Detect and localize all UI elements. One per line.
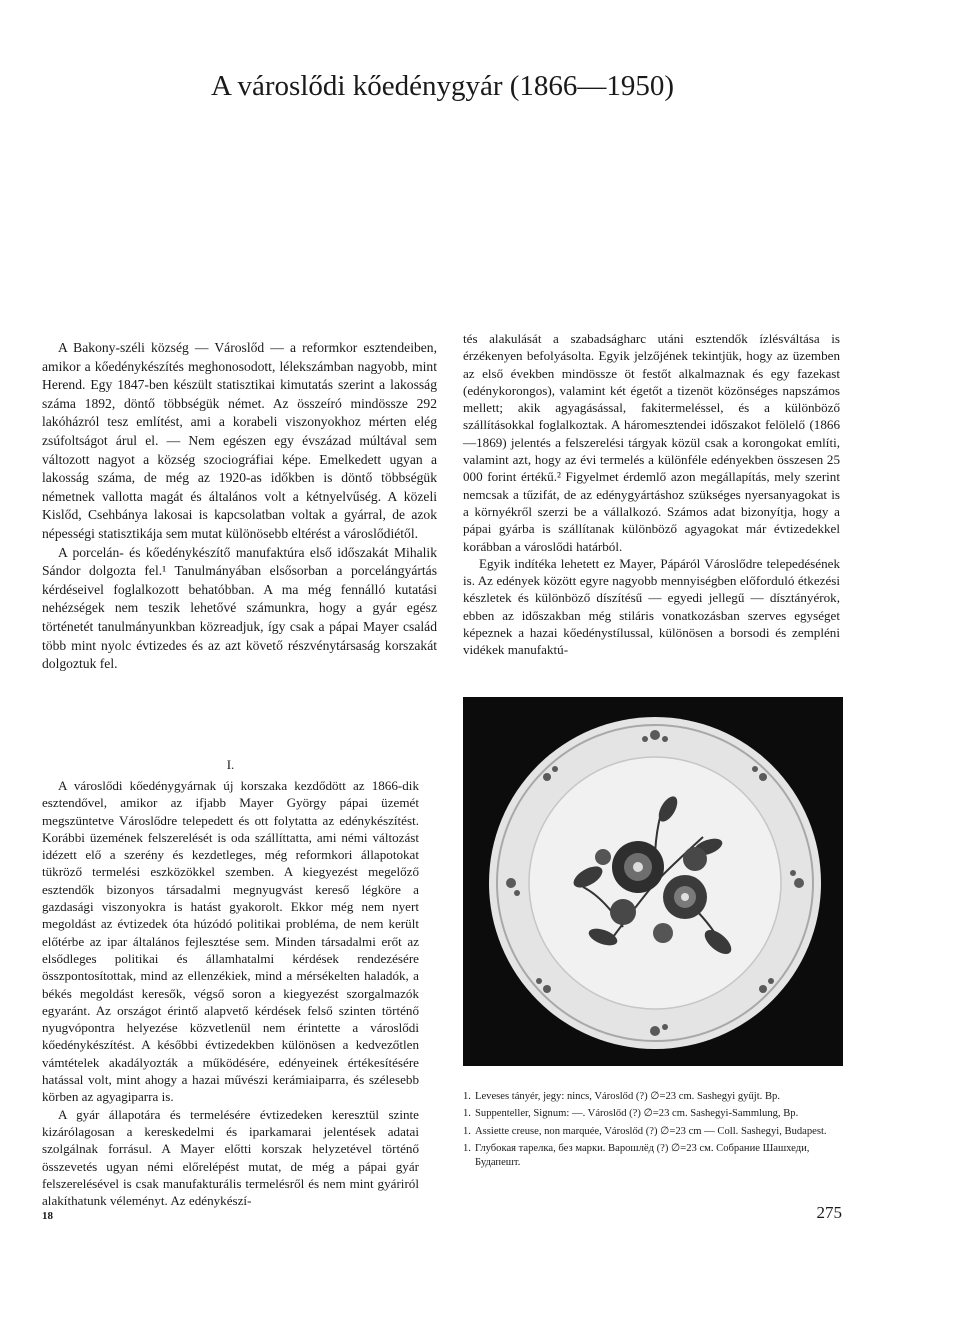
- caption: [463, 1125, 843, 1138]
- right-paragraph: Egyik indítéka lehetett ez Mayer, Pápáról Városlődre telepedésének is. Az edények között egyre nagyobb mennyiségben előforduló étkezési készletek és különböző díszítésű — egyedi jellegű — dísztányérok, ebben az időszakban még stiláris vonatkozásban szerves egységet képeznek a hazai kőedénystílussal, különösen a borsodi és zempléni vidékek manufaktú-: [463, 555, 840, 658]
- caption: [463, 1142, 843, 1169]
- section-paragraph: A gyár állapotára és termelésére évtizedeken keresztül szinte kizárólagosan a kereskedelmi és iparkamarai jelentések adatai szolgálnak forrásul. A Mayer előtti korszak helyzetével történő összevetés ugyan némi előrelépést mutat, de még a pápai gyár felszerelésével is csak manufakturális termelésről és nem mint gyáriról alakíthatunk véleményt. Az edénykészí-: [42, 1106, 419, 1209]
- section-column: [42, 777, 419, 1209]
- intro-paragraph: A Bakony-széli község — Városlőd — a reformkor esztendeiben, amikor a kőedénykészítés meghonosodott, lélekszámban nagyobb, mint Herend. Egy 1847-ben készült statisztikai kimutatás szerint a lakosság száma 1892, döntő többségük német. Az összeíró mindössze 292 lakóházról tesz említést, ami a korabeli viszonyokhoz mérten elég zsúfoltságot árul el. — Nem egészen egy évszázad múltával sem változott nagyot a község szociográfiai képe. Emelkedett ugyan a lakosság száma, de még az 1920-as időkben is döntő többségük németnek vallotta magát és általános volt a kétnyelvűség. A közeli Kislőd, Csehbánya lakosai is kapcsolatban voltak a gyárral, de azok népességi statisztikája sem mutat különösebb eltérést a városlődiétől.: [42, 340, 437, 541]
- caption-text: Leveses tányér, jegy: nincs, Városlőd (?) ∅=23 cm. Sashegyi gyűjt. Bp.: [475, 1091, 780, 1102]
- caption-number: 1.: [463, 1125, 471, 1137]
- signature-mark: 18: [42, 1210, 53, 1222]
- caption-text: Assiette creuse, non marquée, Városlőd (?) ∅=23 cm — Coll. Sashegyi, Budapest.: [475, 1125, 827, 1137]
- caption-number: 1.: [463, 1091, 471, 1102]
- caption-list: [463, 1090, 843, 1173]
- section-number: I.: [226, 757, 235, 772]
- right-paragraph: tés alakulását a szabadságharc utáni esztendők ízlésváltása is érzékenyen befolyásolta. Egyik jelzőjének tekintjük, hogy az üzemben az első években mindössze öt festőt alkalmaznak és egy fazekast (edénykorongos), valamint két égetőt a tizenöt közönséges napszámos mellett; akik agyagásással, fakitermeléssel, és a különböző szállításokkal foglalkoztak. A háromesztendei időszakot felölelő (1866—1869) jelentés a felszerelési tárgyak közül csak a korongokat említi, valamint azt, hogy az évi termelés a különféle edényekben összesen 25 000 forint értékű.² Figyelmet érdemlő azon megállapítás, mely szerint nemcsak a tűzifát, de az edénygyártáshoz szükséges nyersanyagokat is a környékről szerzi be a vállalkozó. Számos adat bizonyítja, hogy a pápai gyárba is szállítanak különböző agyagokat már évtizedekkel korábban a városlődi határból.: [463, 331, 840, 554]
- right-column: [463, 330, 840, 659]
- floral-plate-image: [463, 697, 843, 1066]
- caption: [463, 1107, 843, 1120]
- plate-photo: [463, 697, 843, 1066]
- intro-column: [42, 339, 437, 674]
- caption-text: Глубокая тарелка, без марки. Варошлёд (?) ∅=23 см. Собрание Шашхеди, Будапешт.: [475, 1143, 810, 1168]
- page-title: A városlődi kőedénygyár (1866—1950): [210, 70, 675, 102]
- caption: [463, 1090, 843, 1103]
- section-paragraph: A városlődi kőedénygyárnak új korszaka kezdődött az 1866-dik esztendővel, amikor az ifjabb Mayer György pápai üzemét megszüntetve Városlődre telepedett és ott folytatta az edénykészítést. Korábbi üzemének felszerelését is oda szállíttatta, ami némi változást idézett elő a szerény és kezdetleges, még reformkori állapotokat tükröző termelési eszközökkel szemben. A kiegyezést megelőző esztendők bizonyos társadalmi megnyugvást kereső légköre a gazdasági viszonyokra is hatást gyakorolt. Ekkor még nem nyert megoldást az évtizedek óta húzódó politikai probléma, de nem került előtérbe az ipar általános fejlesztése sem. Minden társadalmi erőt az elsődleges politikai és államhatalmi kérdések rendezésére összpontosítottak, mind az ellenzékiek, mind a mérsékelten haladók, a békés megoldást keresők, végső soron a kiegyezést szorgalmazók egyaránt. Az országot érintő alapvető kérdések felső szinten történő nyugvópontra helyezése közvetlenül nem érintette a városlődi kőedénykészítést. A későbbi évtizedekben különösen a kedvezőtlen vámtételek akadályozták a működésére, edényeinek értékesítésére hatással volt, mint ahogy a hazai művészi kerámiaiparra, és szélesebb körben az agyagiparra is.: [42, 778, 419, 1105]
- caption-text: Suppenteller, Signum: —. Városlőd (?) ∅=23 cm. Sashegyi-Sammlung, Bp.: [475, 1108, 799, 1120]
- caption-number: 1.: [463, 1143, 471, 1155]
- intro-paragraph: A porcelán- és kőedénykészítő manufaktúra első időszakát Mihalik Sándor dolgozta fel.¹ Tanulmányában elsősorban a porcelángyártás kérdéseivel foglalkozott behatóbban. A ma még fennálló kutatási nehézségek nem teszik lehetővé számunkra, hogy a gyár egész történetét tanulmányunkban közreadjuk, így csak a pápai Mayer család több mint nyolc évtizedes és az azt követő részvénytársaság korszakát dolgoztuk fel.: [42, 544, 437, 672]
- caption-number: 1.: [463, 1108, 471, 1120]
- page-number: 275: [816, 1203, 842, 1222]
